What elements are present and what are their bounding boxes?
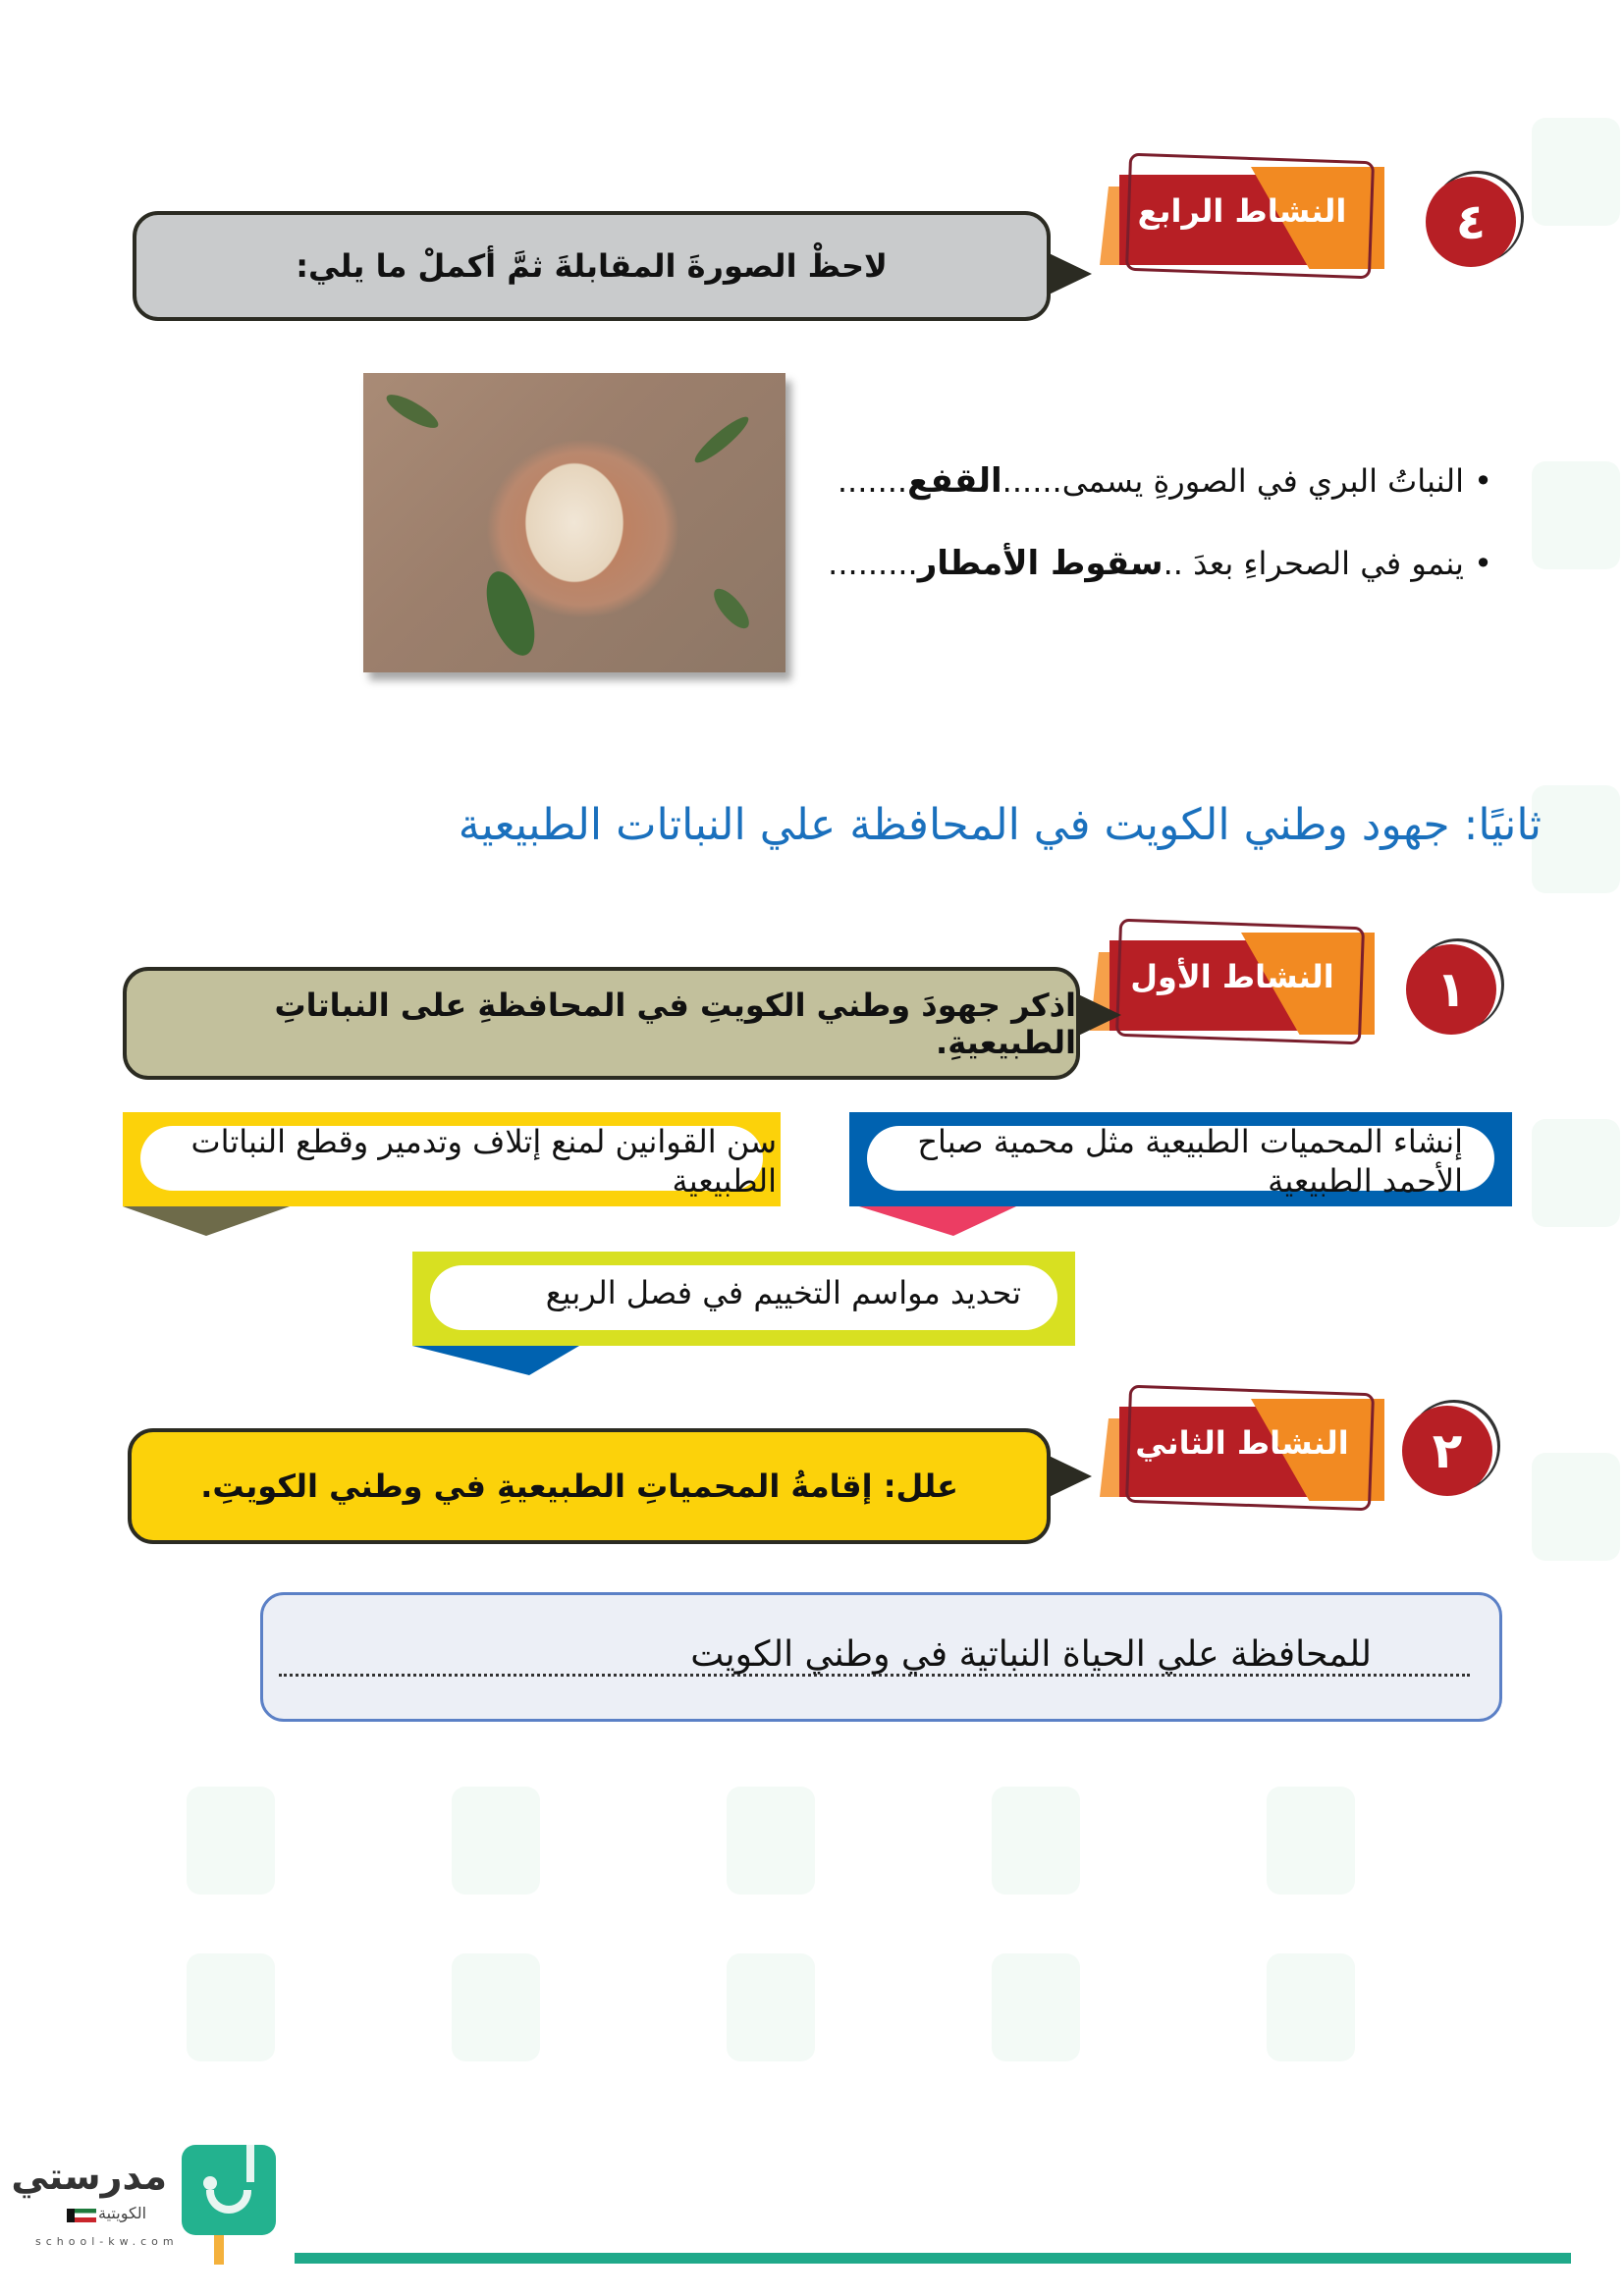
answer-text: سقوط الأمطار xyxy=(917,544,1164,583)
answer-text: القفع xyxy=(907,461,1002,501)
instruction-bubble: علل: إقامةُ المحمياتِ الطبيعيةِ في وطني الكويتِ. xyxy=(128,1428,1051,1544)
activity-badge xyxy=(1100,167,1384,265)
bullet-item: • ينمو في الصحراءِ بعدَ ..سقوط الأمطار......... xyxy=(828,544,1492,583)
instruction-bubble: اذكر جهودَ وطني الكويتِ في المحافظةِ على النباتاتِ الطبيعيةِ. xyxy=(123,967,1080,1080)
section-heading: ثانيًا: جهود وطني الكويت في المحافظة علي النباتات الطبيعية xyxy=(458,800,1542,850)
badge-label: النشاط الثاني xyxy=(1135,1424,1349,1462)
answer-card: تحديد مواسم التخييم في فصل الربيع xyxy=(412,1252,1075,1346)
answer-box[interactable] xyxy=(260,1592,1502,1722)
answer-card: سن القوانين لمنع إتلاف وتدمير وقطع النباتات الطبيعية xyxy=(123,1112,781,1206)
instruction-bubble: لاحظْ الصورةَ المقابلةَ ثمَّ أكملْ ما يلي: xyxy=(133,211,1051,321)
logo-url: school-kw.com xyxy=(35,2235,179,2248)
answer-card: إنشاء المحميات الطبيعية مثل محمية صباح الأحمد الطبيعية xyxy=(849,1112,1512,1206)
kuwait-flag-icon xyxy=(67,2209,96,2222)
logo-icon xyxy=(182,2145,276,2235)
activity-number: ٤ xyxy=(1426,177,1516,267)
logo-sub: الكويتية xyxy=(98,2204,147,2222)
fill-in-list xyxy=(828,454,1492,591)
logo-name: مدرستي xyxy=(11,2155,167,2198)
bullet-item: • النباتُ البري في الصورةِ يسمى......القفع....... xyxy=(837,461,1492,501)
activity-badge xyxy=(1090,933,1375,1031)
badge-label: النشاط الرابع xyxy=(1137,192,1347,230)
activity-badge xyxy=(1100,1399,1384,1497)
activity-number: ٢ xyxy=(1402,1406,1492,1496)
truffle-photo xyxy=(363,373,785,672)
badge-label: النشاط الأول xyxy=(1130,958,1334,995)
answer-text: للمحافظة علي الحياة النباتية في وطني الكويت xyxy=(690,1634,1372,1675)
footer-line xyxy=(295,2253,1571,2264)
activity-number: ١ xyxy=(1406,944,1496,1035)
